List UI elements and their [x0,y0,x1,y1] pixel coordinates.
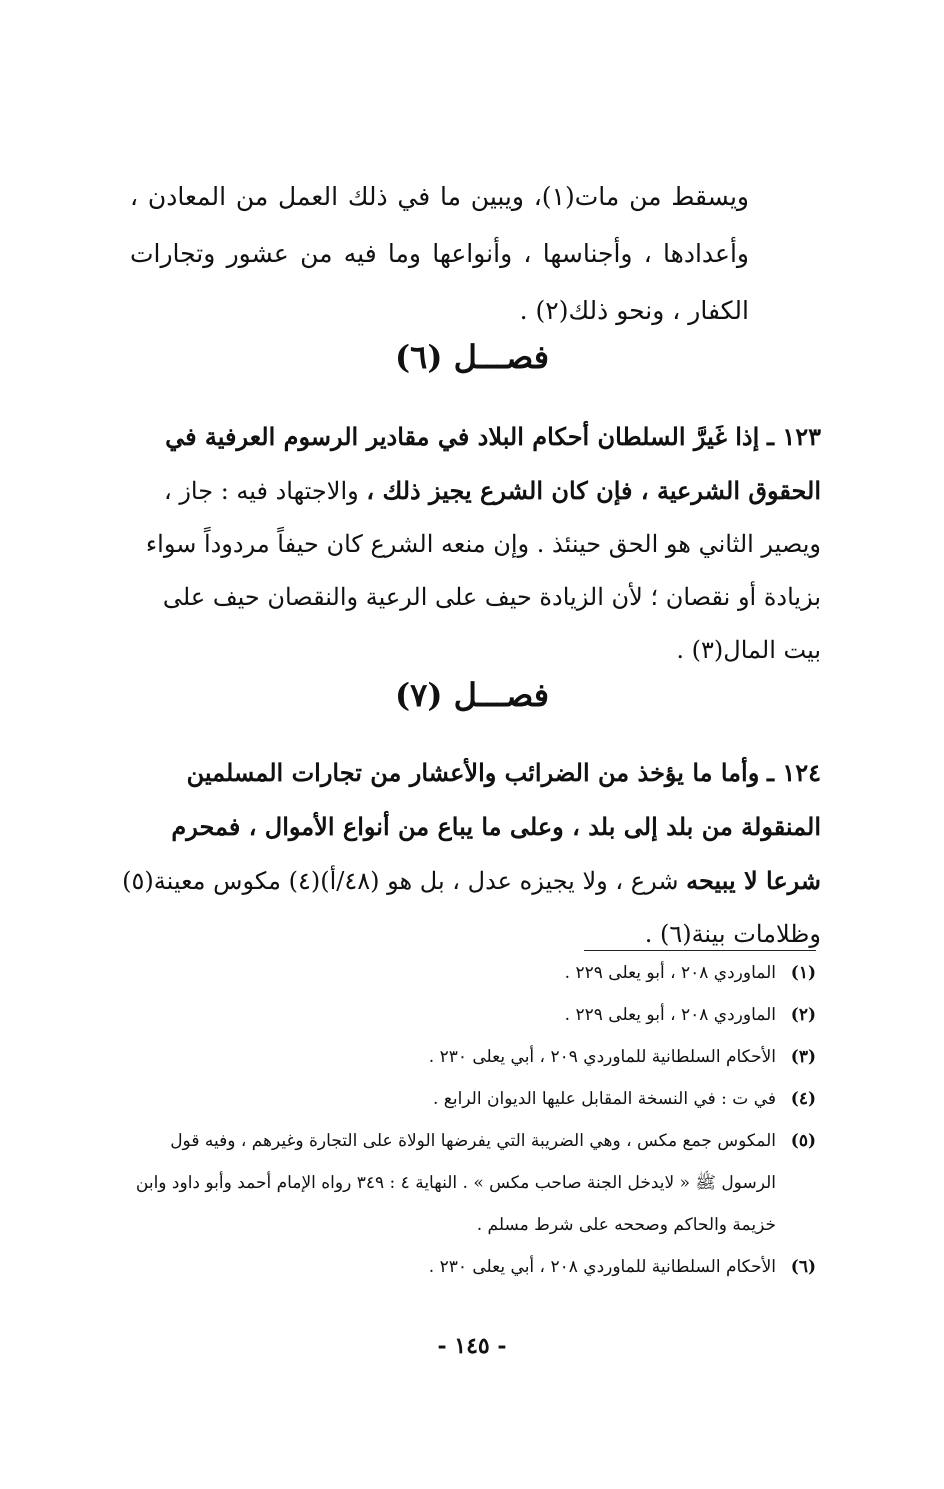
paragraph-123 [120,410,821,677]
footnote [115,952,816,994]
page-number: - ١٤٥ - [437,1333,507,1359]
paragraph-bold-text: وأما ما يؤخذ من الضرائب والأعشار من تجارات المسلمين المنقولة من بلد إلى بلد ، وعلى ما يباع من أنواع الأموال ، فمحرم شرعا لا يبيحه [171,758,821,895]
section-heading-7: فصـــل (٧) [394,676,549,714]
section-heading-6: فصـــل (٦) [394,338,549,376]
footnote-text: الماوردي ٢٠٨ ، أبو يعلى ٢٢٩ . [564,1005,776,1025]
footnote-number: (٥) [790,1131,816,1151]
paragraph-text: شرع ، ولا يجيزه عدل ، بل هو (٤٨/أ)(٤) مكوس معينة(٥) وظلامات بينة(٦) . [122,867,821,948]
lead-paragraph: ويسقط من مات(١)، ويبين ما في ذلك العمل من المعادن ، وأعدادها ، وأجناسها ، وأنواعها وما فيه من عشور وتجارات الكفار ، ونحو ذلك(٢) . [130,182,749,325]
footnotes [115,952,816,1288]
footnote-number: (١) [790,963,816,983]
footnote-number: (٤) [790,1089,816,1109]
paragraph-number: ١٢٣ ـ [766,422,821,451]
footnote-number: (٦) [790,1257,816,1277]
footnote [115,1246,816,1288]
footnote [115,994,816,1036]
footnote-text: الأحكام السلطانية للماوردي ٢٠٨ ، أبي يعلى ٢٣٠ . [428,1257,776,1277]
footnote-text: الماوردي ٢٠٨ ، أبو يعلى ٢٢٩ . [564,963,776,983]
footnote-separator [584,950,816,951]
footnote-text: الأحكام السلطانية للماوردي ٢٠٩ ، أبي يعلى ٢٣٠ . [428,1047,776,1067]
paragraph-number: ١٢٤ ـ [766,758,821,787]
paragraph-bold-text: إذا غَيرَّ السلطان أحكام البلاد في مقادير الرسوم العرفية في الحقوق الشرعية ، فإن كان الشرع يجيز ذلك ، [165,422,821,505]
footnote-number: (٣) [790,1047,816,1067]
footnote [115,1036,816,1078]
footnote-text: في ت : في النسخة المقابل عليها الديوان الرابع . [432,1089,776,1109]
paragraph-124 [120,746,821,961]
footnote [115,1078,816,1120]
footnote-text: المكوس جمع مكس ، وهي الضريبة التي يفرضها الولاة على التجارة وغيرهم ، وفيه قول الرسول ﷺ « لايدخل الجنة صاحب مكس » . النهاية ٤ : ٣٤٩ رواه الإمام أحمد وأبو داود وابن خزيمة والحاكم وصححه على شرط مسلم . [135,1131,776,1235]
paragraph-text: والاجتهاد فيه : جاز ، ويصير الثاني هو الحق حينئذ . وإن منعه الشرع كان حيفاً مردوداً سواء بزيادة أو نقصان ؛ لأن الزيادة حيف على الرعية والنقصان حيف على بيت المال(٣) . [145,477,821,664]
footnote [115,1120,816,1246]
footnote-number: (٢) [790,1005,816,1025]
